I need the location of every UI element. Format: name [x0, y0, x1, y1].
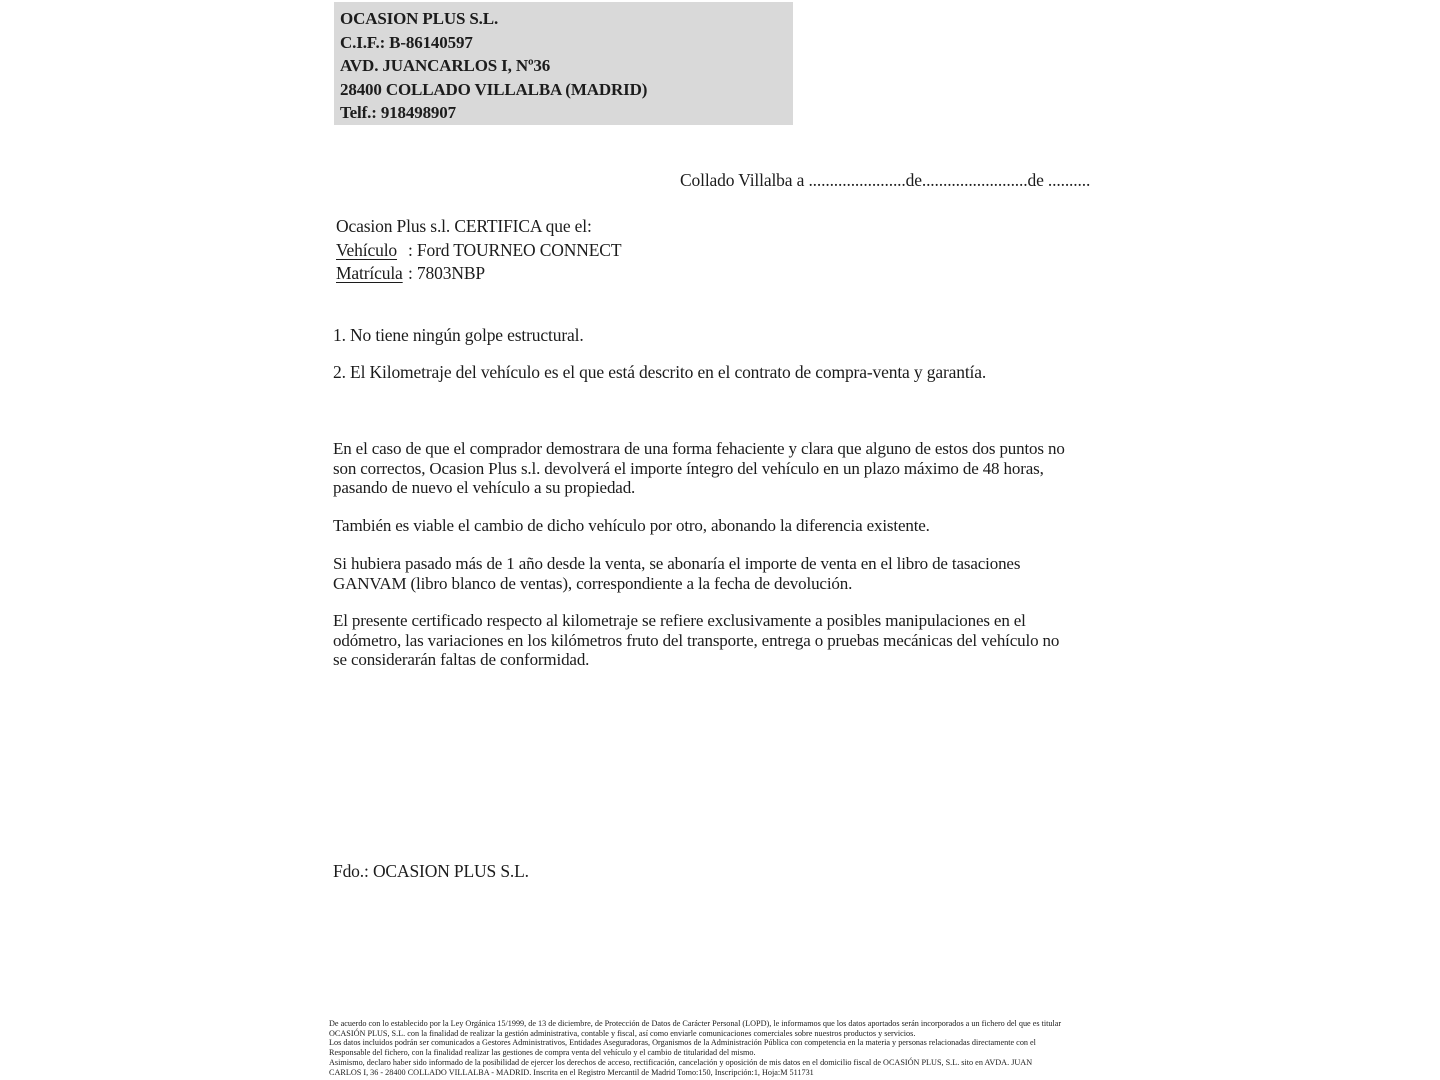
certificate-block — [336, 215, 621, 286]
company-name: OCASION PLUS S.L. — [340, 9, 499, 28]
fine-print-line: OCASIÓN PLUS, S.L. con la finalidad de realizar la gestión administrativa, contable y fiscal, así como enviarle comunicaciones comerciales sobre nuestros productos y servicios. — [329, 1028, 916, 1038]
paragraph-line: pasando de nuevo el vehículo a su propiedad. — [333, 478, 636, 497]
company-address: AVD. JUANCARLOS I, Nº36 — [340, 56, 551, 76]
paragraph-refund — [333, 439, 1065, 498]
paragraph-line: son correctos, Ocasion Plus s.l. devolverá el importe íntegro del vehículo en un plazo máximo de 48 horas, — [333, 458, 1044, 478]
lopd-fine-print — [329, 1019, 1061, 1077]
plate-label: Matrícula — [336, 263, 403, 283]
fine-print-line: Asimismo, declaro haber sido informado de la posibilidad de ejercer los derechos de acceso, rectificación, cancelación y oposición de mis datos en el domicilio fiscal de OCASIÓN PLUS, S.L. sito en AVDA. JUAN — [329, 1057, 1033, 1067]
plate-row — [336, 262, 621, 286]
fine-print-line: Los datos incluidos podrán ser comunicados a Gestores Administrativos, Entidades Aseguradoras, Organismos de la Administración Pública con competencia en la materia y personas relacionadas directamente con el — [329, 1038, 1036, 1048]
paragraph-line: GANVAM (libro blanco de ventas), correspondiente a la fecha de devolución. — [333, 573, 853, 593]
fine-print-line: De acuerdo con lo establecido por la Ley Orgánica 15/1999, de 13 de diciembre, de Protección de Datos de Carácter Personal (LOPD), le informamos que los datos aportados serán incorporados a un fichero del que es titular — [329, 1019, 1062, 1028]
vehicle-row — [336, 239, 621, 263]
point-1: 1. No tiene ningún golpe estructural. — [333, 325, 584, 345]
paragraph-line: odómetro, las variaciones en los kilómetros fruto del transporte, entrega o pruebas mecánicas del vehículo no — [333, 630, 1060, 650]
paragraph-line: Si hubiera pasado más de 1 año desde la venta, se abonaría el importe de venta en el libro de tasaciones — [333, 554, 1021, 573]
paragraph-odometer — [333, 611, 1059, 670]
company-city: 28400 COLLADO VILLALBA (MADRID) — [340, 79, 648, 99]
paragraph-exchange — [333, 516, 930, 536]
paragraph-line: se considerarán faltas de conformidad. — [333, 650, 590, 669]
company-header-box — [334, 2, 793, 125]
fine-print-line: CARLOS I, 36 - 28400 COLLADO VILLALBA - MADRID. Inscrita en el Registro Mercantil de Madrid Tomo:150, Inscripción:1, Hoja:M 511731 — [329, 1067, 814, 1077]
point-2: 2. El Kilometraje del vehículo es el que está descrito en el contrato de compra-venta y garantía. — [333, 362, 987, 382]
vehicle-label: Vehículo — [336, 239, 398, 260]
vehicle-value: : Ford TOURNEO CONNECT — [408, 239, 622, 260]
paragraph-line: El presente certificado respecto al kilometraje se refiere exclusivamente a posibles manipulaciones en el — [333, 611, 1026, 630]
paragraph-line: También es viable el cambio de dicho vehículo por otro, abonando la diferencia existente. — [333, 516, 930, 535]
fine-print-line: Responsable del fichero, con la finalidad realizar las gestiones de compra venta del vehículo y el cambio de titularidad del mismo. — [329, 1048, 756, 1058]
company-cif: C.I.F.: B-86140597 — [340, 32, 473, 52]
plate-value: : 7803NBP — [408, 263, 485, 283]
paragraph-line: En el caso de que el comprador demostrara de una forma fehaciente y clara que alguno de estos dos puntos no — [333, 439, 1065, 458]
certifies-intro: Ocasion Plus s.l. CERTIFICA que el: — [336, 216, 592, 236]
company-phone: Telf.: 918498907 — [340, 103, 456, 123]
date-line: Collado Villalba a .......................de.........................de .......... — [680, 170, 1091, 190]
signature-line: Fdo.: OCASION PLUS S.L. — [333, 861, 529, 881]
paragraph-ganvam — [333, 554, 1020, 593]
